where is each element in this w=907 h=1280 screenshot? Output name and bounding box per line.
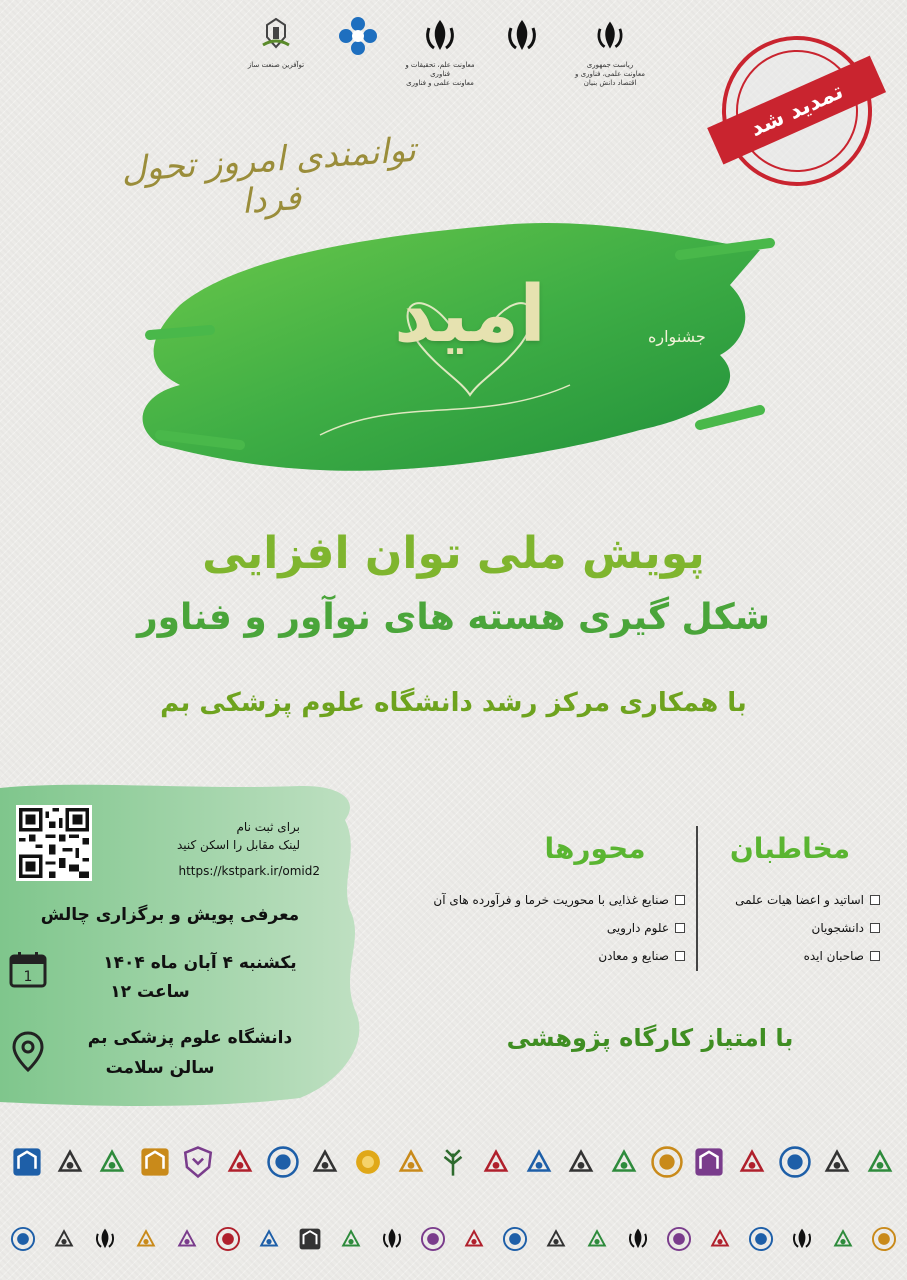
kerman-park-logo	[318, 14, 398, 58]
extended-stamp	[698, 12, 896, 210]
emblem-logo-icon	[394, 1145, 428, 1179]
audiences-list	[710, 886, 880, 970]
shield-logo-icon	[181, 1145, 215, 1179]
list-item	[710, 886, 880, 914]
audience-item-label: صاحبان ایده	[803, 949, 864, 963]
list-item	[710, 942, 880, 970]
location-pin-icon	[10, 1030, 46, 1078]
ministry-science-logo	[400, 14, 480, 88]
presidency-caption: ریاست جمهوری معاونت علمی، فناوری و اقتصاد دانش بنیان	[575, 61, 645, 87]
ministry-health-logo	[482, 14, 562, 58]
festival-name: امید	[394, 270, 546, 360]
axes-list	[340, 886, 685, 970]
seal-logo-icon	[215, 1226, 241, 1252]
registration-instructions	[100, 818, 300, 854]
emblem-logo-icon	[863, 1145, 897, 1179]
emblem-logo-icon	[607, 1145, 641, 1179]
seal-logo-icon	[10, 1226, 36, 1252]
emblem-logo-icon	[479, 1145, 513, 1179]
list-item	[340, 942, 685, 970]
sponsor-logos-row-1	[10, 1145, 897, 1179]
stamp-text: تمدید شد	[707, 56, 886, 165]
emblem-logo-icon	[223, 1145, 257, 1179]
univ-logo-icon	[692, 1145, 726, 1179]
emblem-logo-icon	[735, 1145, 769, 1179]
audiences-heading: مخاطبان	[729, 832, 851, 865]
seal-logo-icon	[420, 1226, 446, 1252]
calendar-icon	[8, 950, 48, 994]
emblem-logo-icon	[256, 1226, 282, 1252]
column-divider	[696, 826, 698, 971]
event-place-line2: سالن سلامت	[105, 1058, 215, 1078]
qr-code-icon	[19, 808, 89, 878]
sponsor-logos-row-2	[10, 1226, 897, 1252]
event-time: ساعت ۱۲	[110, 982, 190, 1002]
axes-heading: محورها	[544, 832, 646, 865]
list-item	[340, 886, 685, 914]
iran-emblem-icon	[92, 1226, 118, 1252]
iran-emblem-icon	[625, 1226, 651, 1252]
registration-line1: برای ثبت نام	[236, 820, 300, 834]
registration-qr-code[interactable]	[16, 805, 92, 881]
registration-line2: لینک مقابل را اسکن کنید	[176, 838, 300, 852]
emblem-logo-icon	[830, 1226, 856, 1252]
ministry-science-caption: معاونت علم، تحقیقات و فناوری معاونت علمی و فناوری	[405, 61, 475, 87]
tavanafarin-caption: توآفرین صنعت ساز	[247, 61, 305, 69]
checkbox-icon	[870, 895, 880, 905]
emblem-logo-icon	[133, 1226, 159, 1252]
event-intro: معرفی پویش و برگزاری چالش	[40, 905, 300, 925]
emblem-logo-icon	[564, 1145, 598, 1179]
slogan: توانمندی امروز تحول فردا	[120, 129, 418, 222]
checkbox-icon	[675, 923, 685, 933]
tavanafarin-emblem-icon	[254, 14, 298, 58]
audience-item-label: دانشجویان	[811, 921, 864, 935]
emblem-logo-icon	[820, 1145, 854, 1179]
seal-logo-icon	[266, 1145, 300, 1179]
audience-item-label: اساتید و اعضا هیات علمی	[735, 893, 864, 907]
emblem-logo-icon	[522, 1145, 556, 1179]
iran-emblem-icon	[418, 14, 462, 58]
checkbox-icon	[870, 951, 880, 961]
axis-item-label: علوم دارویی	[606, 921, 669, 935]
emblem-logo-icon	[584, 1226, 610, 1252]
univ-logo-icon	[10, 1145, 44, 1179]
univ-logo-icon	[297, 1226, 323, 1252]
sun-logo-icon	[351, 1145, 385, 1179]
list-item	[340, 914, 685, 942]
seal-logo-icon	[871, 1226, 897, 1252]
checkbox-icon	[675, 951, 685, 961]
emblem-logo-icon	[461, 1226, 487, 1252]
list-item	[710, 914, 880, 942]
festival-label: جشنواره	[648, 327, 706, 346]
emblem-logo-icon	[338, 1226, 364, 1252]
main-title: پویش ملی توان افزایی	[202, 528, 705, 579]
emblem-logo-icon	[543, 1226, 569, 1252]
axis-item-label: صنایع غذایی با محوریت خرما و فرآورده های آن	[433, 893, 669, 907]
emblem-logo-icon	[51, 1226, 77, 1252]
univ-logo-icon	[138, 1145, 172, 1179]
iran-emblem-icon	[588, 14, 632, 58]
emblem-logo-icon	[174, 1226, 200, 1252]
iran-emblem-icon	[789, 1226, 815, 1252]
presidency-logo	[570, 14, 650, 88]
event-date: یکشنبه ۴ آبان ماه ۱۴۰۴	[103, 953, 297, 973]
seal-logo-icon	[650, 1145, 684, 1179]
partner-line: با همکاری مرکز رشد دانشگاه علوم پزشکی بم	[160, 688, 747, 718]
checkbox-icon	[870, 923, 880, 933]
emblem-logo-icon	[53, 1145, 87, 1179]
calendar-day: 1	[23, 969, 33, 985]
emblem-logo-icon	[95, 1145, 129, 1179]
seal-logo-icon	[778, 1145, 812, 1179]
registration-link[interactable]: https://kstpark.ir/omid2	[178, 864, 320, 878]
sub-title: شکل گیری هسته های نوآور و فناور	[136, 597, 771, 638]
checkbox-icon	[675, 895, 685, 905]
seal-logo-icon	[502, 1226, 528, 1252]
research-workshop-bonus: با امتیاز کارگاه پژوهشی	[506, 1024, 794, 1052]
axis-item-label: صنایع و معادن	[598, 949, 669, 963]
event-place-line1: دانشگاه علوم پزشکی بم	[87, 1028, 293, 1048]
seal-logo-icon	[748, 1226, 774, 1252]
iran-emblem-icon	[500, 14, 544, 58]
iran-emblem-icon	[379, 1226, 405, 1252]
kerman-park-emblem-icon	[336, 14, 380, 58]
emblem-logo-icon	[707, 1226, 733, 1252]
tavanafarin-logo	[236, 14, 316, 70]
emblem-logo-icon	[308, 1145, 342, 1179]
seal-logo-icon	[666, 1226, 692, 1252]
wheat-logo-icon	[436, 1145, 470, 1179]
